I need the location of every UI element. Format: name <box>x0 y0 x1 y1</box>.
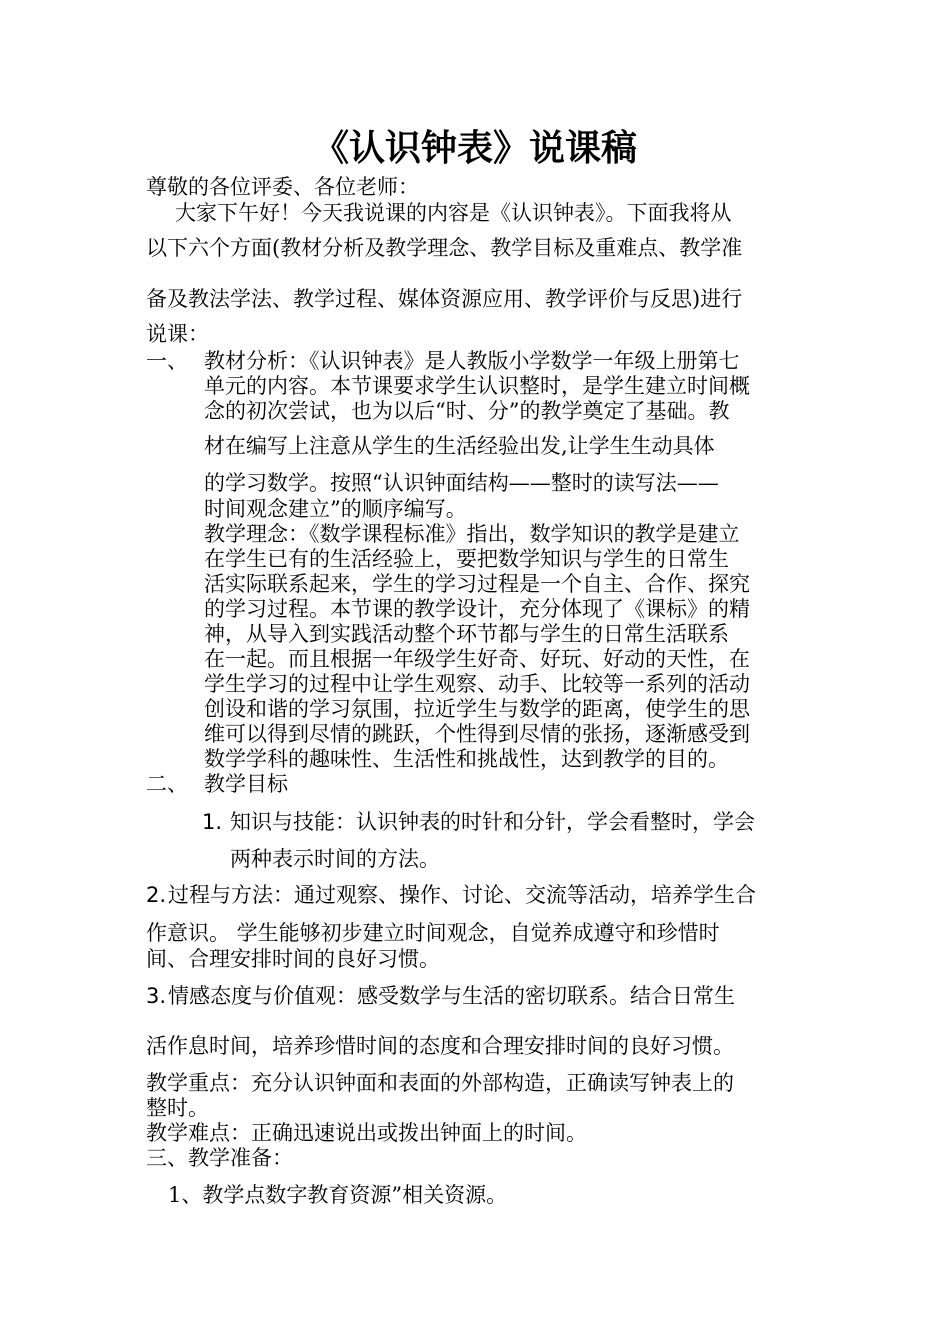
body-line: 数学学科的趣味性、生活性和挑战性，达到教学的目的。 <box>204 747 729 771</box>
body-line: 创设和谐的学习氛围，拉近学生与数学的距离，使学生的思 <box>204 697 750 721</box>
document-title: 《认识钟表》说课稿 <box>312 128 637 169</box>
body-line: 的学习过程。本节课的教学设计，充分体现了《课标》的精 <box>204 597 750 621</box>
body-line: 教材分析：《认识钟表》是人教版小学数学一年级上册第七 <box>204 349 740 373</box>
body-line: 过程与方法：通过观察、操作、讨论、交流等活动，培养学生合 <box>168 883 756 907</box>
body-line: 的学习数学。按照“认识钟面结构——整时的读写法—— <box>204 471 719 495</box>
body-line: 维可以得到尽情的跳跃，个性得到尽情的张扬，逐渐感受到 <box>204 722 750 746</box>
body-line: 1、教学点数字教育资源”相关资源。 <box>168 1183 508 1207</box>
body-line: 备及教法学法、教学过程、媒体资源应用、教学评价与反思)进行 <box>146 287 743 311</box>
body-line: 情感态度与价值观：感受数学与生活的密切联系。结合日常生 <box>168 984 735 1008</box>
salutation: 尊敬的各位评委、各位老师： <box>146 175 419 199</box>
body-line: 大家下午好！今天我说课的内容是《认识钟表》。下面我将从 <box>175 201 732 225</box>
body-line: 教学难点：正确迅速说出或拨出钟面上的时间。 <box>146 1121 587 1145</box>
body-line: 两种表示时间的方法。 <box>230 847 440 871</box>
list-number: 1. <box>202 810 223 834</box>
body-line: 学生学习的过程中让学生观察、动手、比较等一系列的活动 <box>204 672 750 696</box>
section-heading: 教学目标 <box>204 772 288 796</box>
body-line: 在学生已有的生活经验上，要把数学知识与学生的日常生 <box>204 547 729 571</box>
section-number: 一、 <box>146 349 188 373</box>
body-line: 知识与技能：认识钟表的时针和分针，学会看整时，学会 <box>230 810 755 834</box>
body-line: 教学理念：《数学课程标准》指出，数学知识的教学是建立 <box>204 522 740 546</box>
body-line: 念的初次尝试，也为以后“时、分”的教学奠定了基础。教 <box>204 399 730 423</box>
body-line: 活作息时间，培养珍惜时间的态度和合理安排时间的良好习惯。 <box>146 1034 734 1058</box>
body-line: 教学重点：充分认识钟面和表面的外部构造，正确读写钟表上的 <box>146 1071 734 1095</box>
body-line: 在一起。而且根据一年级学生好奇、好玩、好动的天性，在 <box>204 647 750 671</box>
list-number: 2. <box>146 883 167 907</box>
body-line: 以下六个方面(教材分析及教学理念、教学目标及重难点、教学准 <box>146 236 743 260</box>
list-number: 3. <box>146 984 167 1008</box>
body-line: 神，从导入到实践活动整个环节都与学生的日常生活联系 <box>204 622 729 646</box>
body-line: 活实际联系起来，学生的学习过程是一个自主、合作、探究 <box>204 572 750 596</box>
body-line: 单元的内容。本节课要求学生认识整时，是学生建立时间概 <box>204 374 750 398</box>
body-line: 作意识。 学生能够初步建立时间观念，自觉养成遵守和珍惜时 <box>146 921 720 945</box>
body-line: 间、合理安排时间的良好习惯。 <box>146 947 440 971</box>
body-line: 时间观念建立”的顺序编写。 <box>204 497 467 521</box>
body-line: 材在编写上注意从学生的生活经验出发,让学生生动具体 <box>204 434 715 458</box>
section-heading: 三、教学准备： <box>146 1146 293 1170</box>
body-line: 整时。 <box>146 1096 209 1120</box>
body-line: 说课： <box>146 322 209 346</box>
section-number: 二、 <box>146 772 188 796</box>
